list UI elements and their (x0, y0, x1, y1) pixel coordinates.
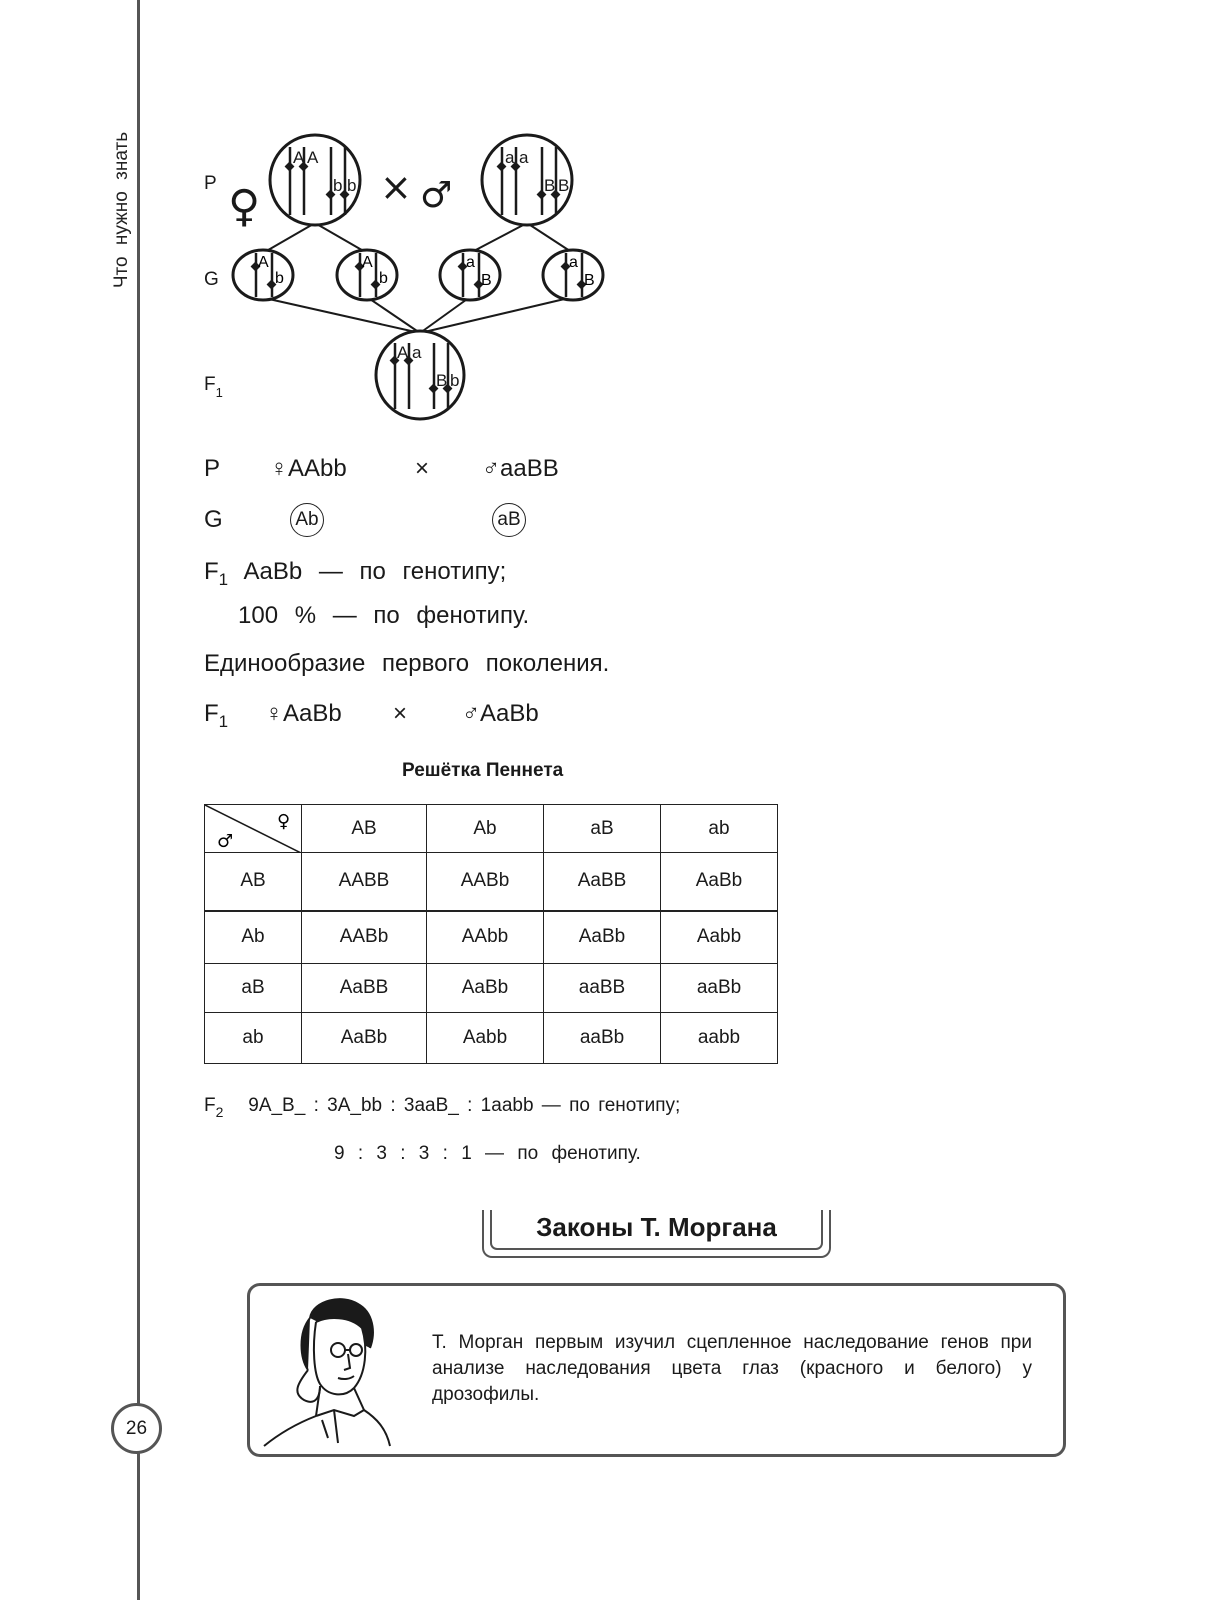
table-cell: AaBb (427, 964, 544, 1013)
punnett-table (204, 804, 778, 1064)
svg-text:♀: ♀ (277, 811, 291, 832)
row-label-f1: $F_1$ (204, 374, 223, 400)
uniformity-line: Единообразие первого поколения. (204, 650, 610, 677)
p-female: ♀AAbb (270, 455, 347, 482)
f2-genotype-line: $F_2$ 9A_B_ : 3A_bb : 3aaB_ : 1aabb — по генотипу; (204, 1095, 681, 1120)
table-cell: AABb (427, 853, 544, 911)
row-header: AB (205, 853, 302, 911)
table-cell: AaBb (302, 1013, 427, 1064)
f1b-female: ♀AaBb (265, 700, 342, 727)
col-header: AB (302, 805, 427, 853)
svg-text:a: a (505, 148, 515, 167)
gamete-male (492, 503, 526, 537)
table-row (205, 1013, 778, 1064)
svg-text:b: b (379, 270, 388, 287)
section-heading (482, 1210, 831, 1258)
table-cell: Aabb (661, 911, 778, 964)
page-number (111, 1403, 162, 1454)
male-parent-cell (482, 135, 572, 225)
punnett-header-row (205, 805, 778, 853)
f2-phenotype-line: 9 : 3 : 3 : 1 — по фенотипу. (334, 1143, 641, 1164)
gamete-cell (233, 250, 293, 300)
punnett-corner (205, 805, 302, 853)
p-label: P (204, 455, 221, 482)
gamete-cell (440, 250, 500, 300)
female-symbol: ♀ (228, 181, 261, 232)
svg-text:A: A (293, 148, 305, 167)
lineage-lines (260, 223, 573, 333)
table-cell: AAbb (427, 911, 544, 964)
corner-diagonal (205, 805, 301, 853)
row-header: Ab (205, 911, 302, 964)
table-row (205, 911, 778, 964)
svg-text:b: b (450, 371, 460, 390)
section-title: Законы Т. Моргана (536, 1212, 777, 1242)
f1-genotype-line: $F_1$ AaBb — по генотипу; (204, 558, 507, 589)
svg-text:b: b (333, 176, 343, 195)
table-cell: aaBb (544, 1013, 661, 1064)
svg-text:A: A (397, 343, 409, 362)
cross-symbol: × (380, 165, 412, 209)
morgan-portrait-icon (258, 1288, 398, 1448)
row-label-p: P (204, 173, 217, 194)
table-cell: AaBb (661, 853, 778, 911)
gamete-cell (337, 250, 397, 300)
table-cell: Aabb (427, 1013, 544, 1064)
row-header: ab (205, 1013, 302, 1064)
col-header: aB (544, 805, 661, 853)
gamete-male-text: aB (492, 503, 526, 537)
gamete-cell (543, 250, 603, 300)
svg-text:a: a (412, 343, 422, 362)
female-parent-cell (270, 135, 360, 225)
svg-text:b: b (275, 270, 284, 287)
male-symbol: ♂ (420, 175, 453, 216)
gamete-female-text: Ab (290, 503, 324, 537)
punnett-title: Решётка Пеннета (402, 760, 564, 781)
f1-phenotype-line: 100 % — по фенотипу. (238, 602, 530, 629)
f1b-male: ♂AaBb (462, 700, 539, 727)
svg-text:a: a (519, 148, 529, 167)
table-cell: AaBB (302, 964, 427, 1013)
table-cell: AaBB (544, 853, 661, 911)
info-text: Т. Морган первым изучил сцепленное наследование генов при анализе наследования цвета глаз (красного и белого) у дрозофилы. (432, 1332, 1032, 1405)
table-cell: aabb (661, 1013, 778, 1064)
chromosome-cross-diagram (190, 125, 620, 425)
table-cell: aaBb (661, 964, 778, 1013)
svg-text:A: A (362, 254, 373, 271)
col-header: Ab (427, 805, 544, 853)
gamete-female (290, 503, 324, 537)
svg-text:B: B (436, 371, 448, 390)
table-cell: aaBB (544, 964, 661, 1013)
row-header: aB (205, 964, 302, 1013)
table-cell: AABB (302, 853, 427, 911)
page-number-text: 26 (125, 1417, 148, 1439)
svg-text:B: B (558, 176, 570, 195)
svg-text:B: B (481, 272, 492, 289)
col-header: ab (661, 805, 778, 853)
svg-text:A: A (258, 254, 269, 271)
svg-text:b: b (347, 176, 357, 195)
f1b-cross: × (393, 700, 408, 727)
p-cross: × (415, 455, 430, 482)
svg-text:a: a (466, 254, 475, 271)
svg-text:A: A (307, 148, 319, 167)
offspring-cell (376, 331, 464, 419)
table-row (205, 853, 778, 911)
table-row (205, 964, 778, 1013)
f1b-label: $F_1$ (204, 700, 229, 731)
g-label: G (204, 506, 223, 533)
table-cell: AaBb (544, 911, 661, 964)
table-cell: AABb (302, 911, 427, 964)
svg-text:B: B (544, 176, 556, 195)
svg-text:♂: ♂ (217, 831, 234, 852)
p-male: ♂aaBB (482, 455, 559, 482)
svg-text:a: a (569, 254, 578, 271)
row-label-g: G (204, 269, 219, 290)
sidebar-rule (137, 0, 140, 1600)
svg-text:B: B (584, 272, 595, 289)
running-head: Что нужно знать (111, 131, 132, 289)
